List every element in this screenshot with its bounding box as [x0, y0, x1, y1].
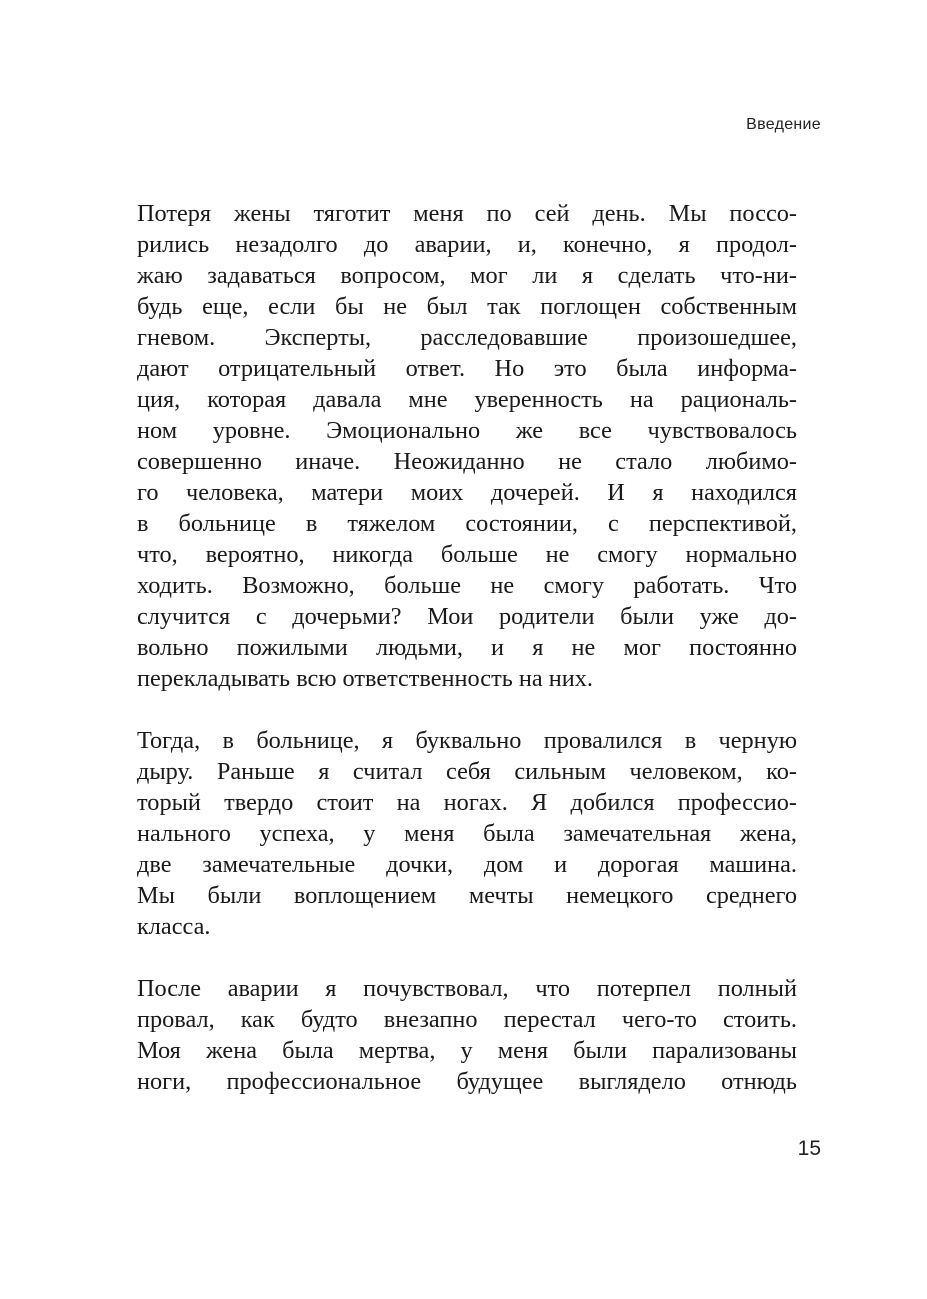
text-line: совершенно иначе. Неожиданно не стало любимо- — [137, 448, 797, 475]
text-line: вольно пожилыми людьми, и я не мог постоянно — [137, 634, 797, 661]
text-line: ном уровне. Эмоционально же все чувствовалось — [137, 417, 797, 444]
text-line: будь еще, если бы не был так поглощен собственным — [137, 293, 797, 320]
text-line: перекладывать всю ответственность на них. — [137, 665, 593, 692]
text-line: ноги, профессиональное будущее выглядело отнюдь — [137, 1068, 797, 1095]
page-number: 15 — [797, 1137, 821, 1160]
text-line: гневом. Эксперты, расследовавшие произошедшее, — [137, 324, 797, 351]
text-line: После аварии я почувствовал, что потерпел полный — [137, 975, 797, 1002]
text-line: что, вероятно, никогда больше не смогу нормально — [137, 541, 797, 568]
text-line: рились незадолго до аварии, и, конечно, я продол- — [137, 231, 797, 258]
text-line: в больнице в тяжелом состоянии, с перспективой, — [137, 510, 797, 537]
text-line: Мы были воплощением мечты немецкого среднего — [137, 882, 797, 909]
text-line: ходить. Возможно, больше не смогу работать. Что — [137, 572, 797, 599]
text-line: го человека, матери моих дочерей. И я находился — [137, 479, 797, 506]
text-line: Тогда, в больнице, я буквально провалился в черную — [137, 727, 797, 754]
text-line: две замечательные дочки, дом и дорогая машина. — [137, 851, 797, 878]
text-line: Потеря жены тяготит меня по сей день. Мы поссо- — [137, 200, 797, 227]
paragraph-3 — [137, 973, 797, 1097]
paragraph-2 — [137, 725, 797, 942]
text-line: случится с дочерьми? Мои родители были уже до- — [137, 603, 797, 630]
text-line: жаю задаваться вопросом, мог ли я сделать что-ни- — [137, 262, 797, 289]
text-line: торый твердо стоит на ногах. Я добился профессио- — [137, 789, 797, 816]
text-line: провал, как будто внезапно перестал чего-то стоить. — [137, 1006, 797, 1033]
text-line: класса. — [137, 913, 211, 940]
text-line: ция, которая давала мне уверенность на рациональ- — [137, 386, 797, 413]
body-text — [137, 198, 797, 1097]
running-header: Введение — [746, 116, 821, 133]
text-line: Моя жена была мертва, у меня были парализованы — [137, 1037, 797, 1064]
paragraph-1 — [137, 198, 797, 694]
text-line: дыру. Раньше я считал себя сильным человеком, ко- — [137, 758, 797, 785]
text-line: нального успеха, у меня была замечательная жена, — [137, 820, 797, 847]
text-line: дают отрицательный ответ. Но это была информа- — [137, 355, 797, 382]
